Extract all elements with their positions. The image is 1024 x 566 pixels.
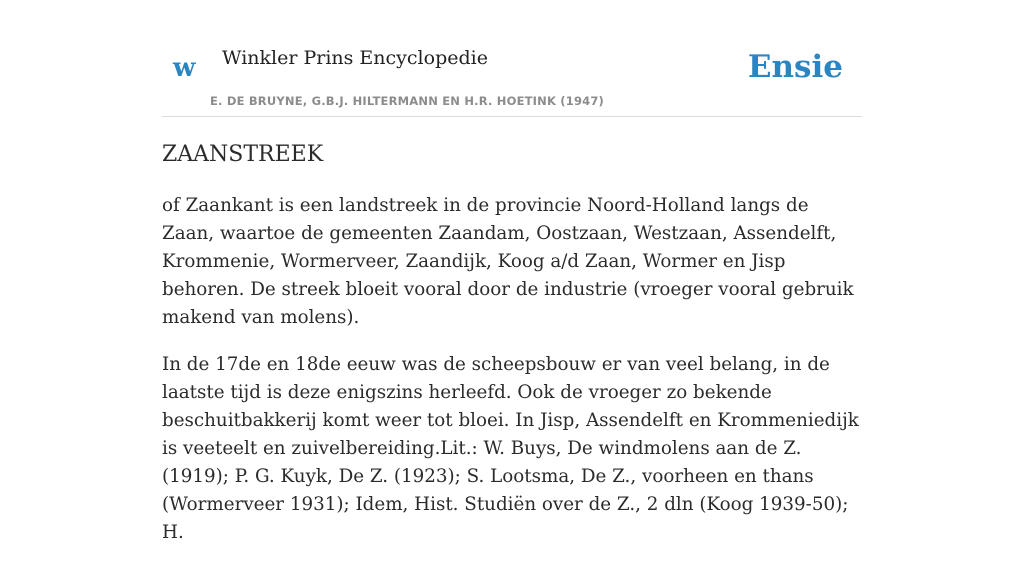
entry-body bbox=[162, 192, 862, 566]
book-authors: E. DE BRUYNE, G.B.J. HILTERMANN EN H.R. HOETINK (1947) bbox=[210, 94, 605, 108]
encyclopedia-logo-icon[interactable]: w bbox=[173, 53, 196, 83]
entry-title: ZAANSTREEK bbox=[162, 142, 324, 167]
ensie-logo[interactable]: Ensie bbox=[747, 49, 843, 85]
book-title[interactable]: Winkler Prins Encyclopedie bbox=[222, 47, 488, 69]
page-header bbox=[162, 40, 862, 117]
entry-paragraph: In de 17de en 18de eeuw was de scheepsbouw er van veel belang, in de laatste tijd is deze enigszins herleefd. Ook de vroeger zo bekende beschuitbakkerij komt weer tot bloei. In Jisp, Assendelft en Krommeniedijk is veeteelt en zuivelbereiding.Lit.: W. Buys, De windmolens aan de Z. (1919); P. G. Kuyk, De Z. (1923); S. Lootsma, De Z., voorheen en thans (Wormerveer 1931); Idem, Hist. Studiën over de Z., 2 dln (Koog 1939-50); H. bbox=[162, 354, 859, 543]
entry-paragraph: of Zaankant is een landstreek in de provincie Noord-Holland langs de Zaan, waartoe de gemeenten Zaandam, Oostzaan, Westzaan, Assendelft, Krommenie, Wormerveer, Zaandijk, Koog a/d Zaan, Wormer en Jisp behoren. De streek bloeit vooral door de industrie (vroeger vooral gebruik makend van molens). bbox=[162, 195, 854, 328]
